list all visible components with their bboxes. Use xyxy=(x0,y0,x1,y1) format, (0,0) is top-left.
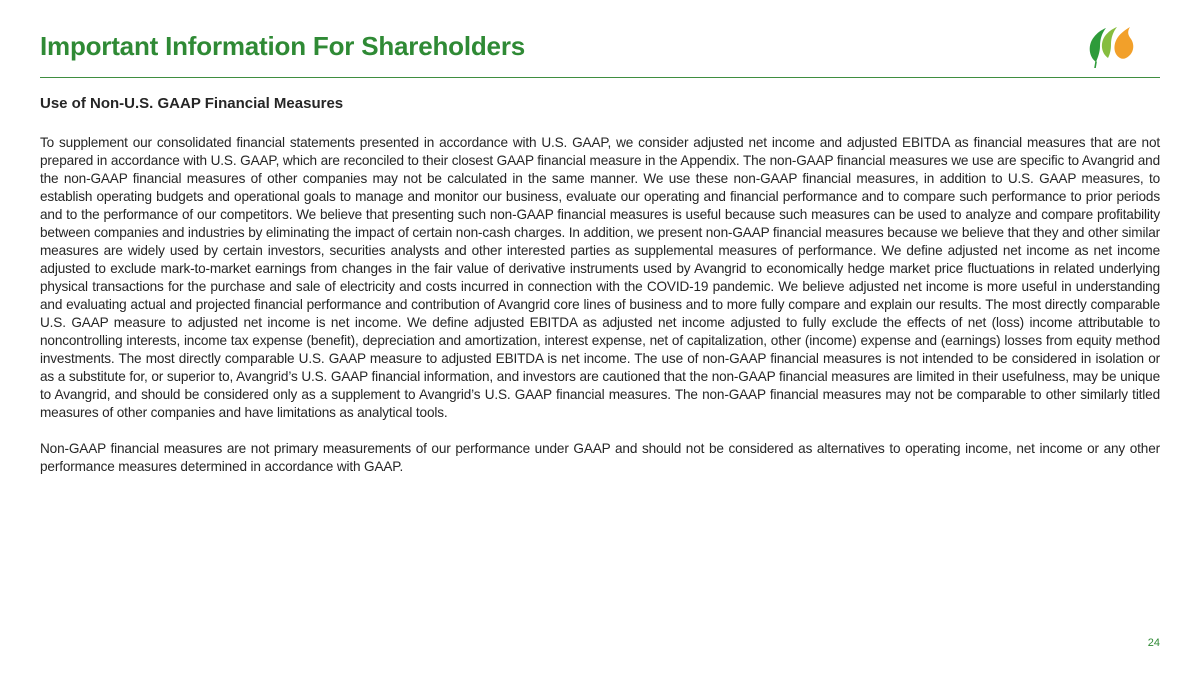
slide-title: Important Information For Shareholders xyxy=(40,31,525,61)
body-text xyxy=(40,134,1160,476)
body-paragraph-1: To supplement our consolidated financial statements presented in accordance with U.S. GAAP, we consider adjusted net income and adjusted EBITDA as financial measures that are not prepared in accordance with U.S. GAAP, which are reconciled to their closest GAAP financial measure in the Appendix. The non-GAAP financial measures we use are specific to Avangrid and the non-GAAP financial measures of other companies may not be calculated in the same manner. We use these non-GAAP financial measures, in addition to U.S. GAAP measures, to establish operating budgets and operational goals to manage and monitor our business, evaluate our operating and financial performance and to compare such performance to prior periods and to the performance of our competitors. We believe that presenting such non-GAAP financial measures is useful because such measures can be used to analyze and compare profitability between companies and industries by eliminating the impact of certain non-cash charges. In addition, we present non-GAAP financial measures because we believe that they and other similar measures are widely used by certain investors, securities analysts and other interested parties as supplemental measures of performance. We define adjusted net income as net income adjusted to exclude mark-to-market earnings from changes in the fair value of derivative instruments used by Avangrid to economically hedge market price fluctuations in related underlying physical transactions for the purchase and sale of electricity and costs incurred in connection with the COVID-19 pandemic. We believe adjusted net income is more useful in understanding and evaluating actual and projected financial performance and contribution of Avangrid core lines of business and to more fully compare and explain our results. The most directly comparable U.S. GAAP measure to adjusted net income is net income. We define adjusted EBITDA as adjusted net income adjusted to fully exclude the effects of net (loss) income attributable to noncontrolling interests, income tax expense (benefit), depreciation and amortization, interest expense, net of capitalization, other (income) expense and (earnings) losses from equity method investments. The most directly comparable U.S. GAAP measure to adjusted EBITDA is net income. The use of non-GAAP financial measures is not intended to be considered in isolation or as a substitute for, or superior to, Avangrid’s U.S. GAAP financial information, and investors are cautioned that the non-GAAP financial measures are limited in their usefulness, may be unique to Avangrid, and should be considered only as a supplement to Avangrid’s U.S. GAAP financial measures. The non-GAAP financial measures may not be comparable to other similarly titled measures of other companies and have limitations as analytical tools. xyxy=(40,135,1160,420)
logo-light-green-leaf xyxy=(1102,27,1117,58)
logo-orange-flame xyxy=(1114,27,1133,59)
section-heading: Use of Non-U.S. GAAP Financial Measures xyxy=(40,95,344,112)
page-number: 24 xyxy=(1147,637,1160,649)
leaf-flame-logo-icon xyxy=(1086,22,1140,68)
title-divider xyxy=(40,77,1160,78)
body-paragraph-2: Non-GAAP financial measures are not primary measurements of our performance under GAAP and should not be considered as alternatives to operating income, net income or any other performance measures determined in accordance with GAAP. xyxy=(40,441,1160,474)
